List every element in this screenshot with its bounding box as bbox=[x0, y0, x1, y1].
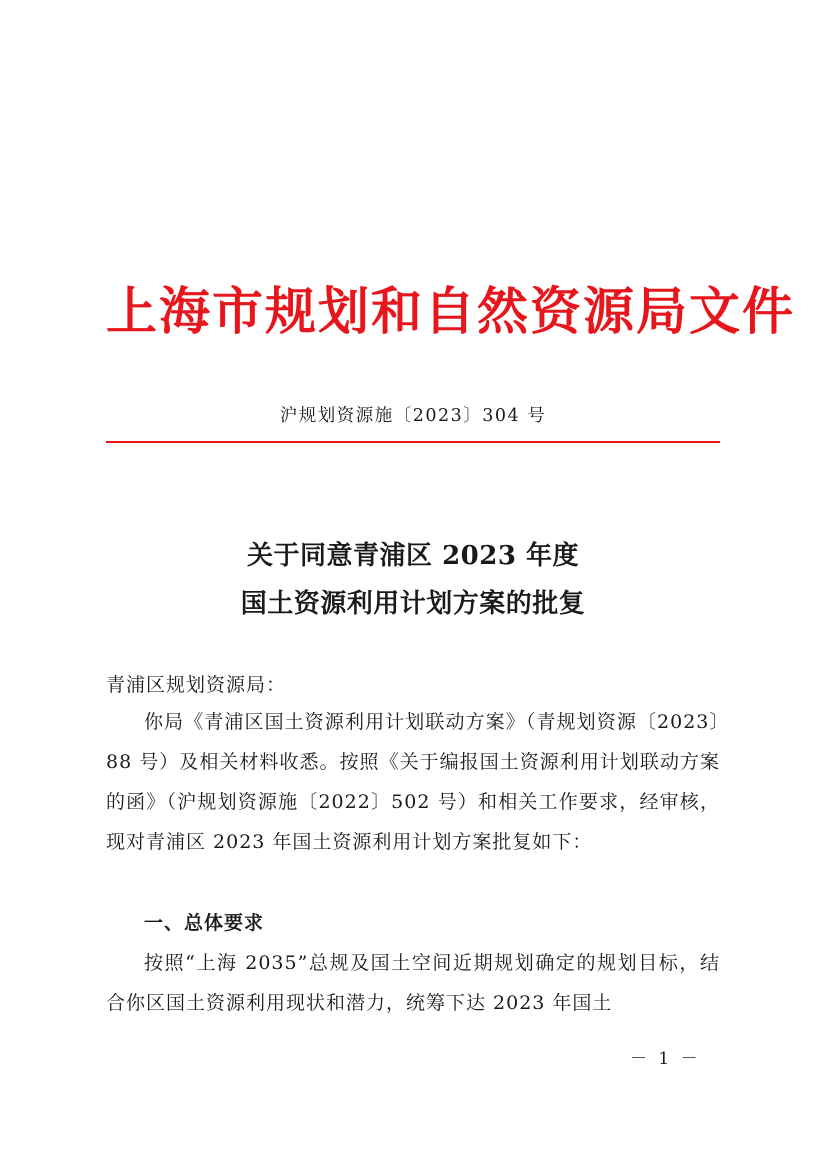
body-paragraph-2: 按照“上海 2035”总规及国土空间近期规划确定的规划目标，结合你区国土资源利用现状和潜力，统筹下达 2023 年国土 bbox=[106, 952, 720, 1014]
agency-header-title: 上海市规划和自然资源局文件 bbox=[106, 282, 796, 342]
body-paragraph-1: 你局《青浦区国土资源利用计划联动方案》（青规划资源〔2023〕88 号）及相关材料收悉。按照《关于编报国土资源利用计划联动方案的函》（沪规划资源施〔2022〕502 号）和相关工作要求，经审核，现对青浦区 2023 年国土资源利用计划方案批复如下： bbox=[106, 711, 720, 853]
document-title-line-2: 国土资源利用计划方案的批复 bbox=[240, 589, 586, 619]
document-number: 沪规划资源施〔2023〕304 号 bbox=[279, 406, 547, 426]
section-heading-general-requirements: 一、总体要求 bbox=[144, 912, 265, 934]
addressee: 青浦区规划资源局： bbox=[106, 674, 287, 696]
document-title-line-1: 关于同意青浦区 2023 年度 bbox=[247, 541, 579, 571]
red-separator-line bbox=[106, 441, 720, 443]
page-number: － 1 － bbox=[630, 1049, 701, 1069]
